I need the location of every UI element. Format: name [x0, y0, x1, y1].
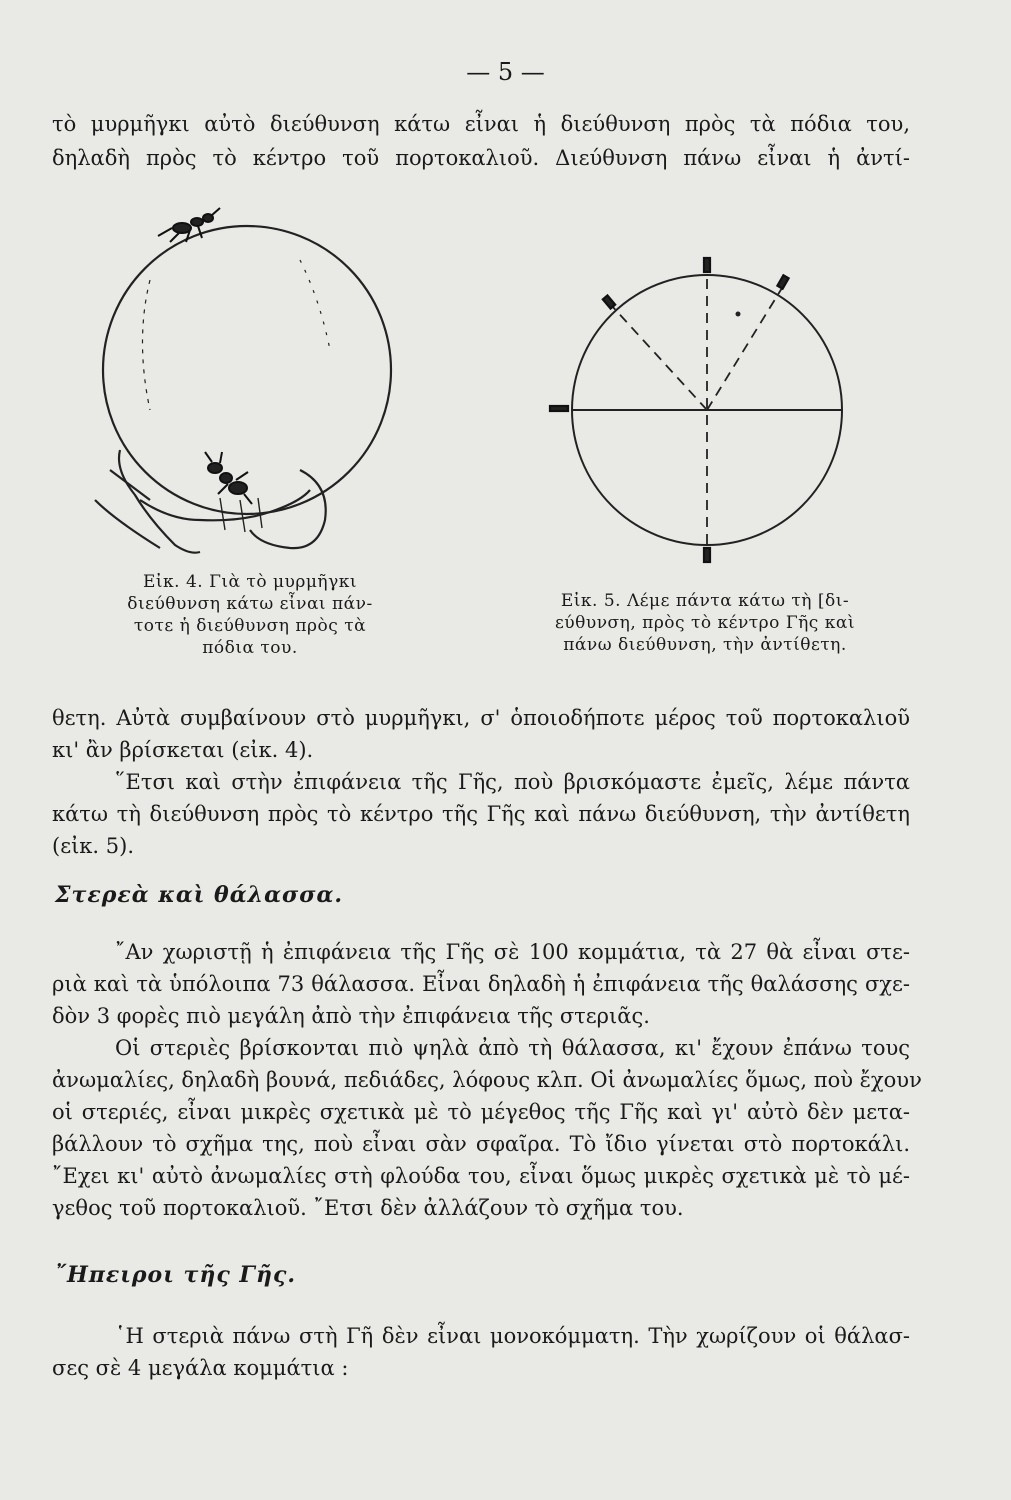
text-line: ῞Ετσι καὶ στὴν ἐπιφάνεια τῆς Γῆς, ποὺ βρισκόμαστε ἐμεῖς, λέμε πάντα — [115, 770, 910, 794]
text-line: δηλαδὴ πρὸς τὸ κέντρο τοῦ πορτοκαλιοῦ. Διεύθυνση πάνω εἶναι ἡ ἀντί- — [52, 146, 910, 170]
person-bottom-icon — [704, 548, 710, 562]
caption-line: τοτε ἡ διεύθυνση πρὸς τὰ — [133, 616, 367, 636]
text-line: ἀνωμαλίες, δηλαδὴ βουνά, πεδιάδες, λόφους κλπ. Οἱ ἀνωμαλίες ὅμως, ποὺ ἔχουν — [52, 1068, 922, 1092]
text-line: (εἰκ. 5). — [52, 834, 135, 858]
text-line: ριὰ καὶ τὰ ὑπόλοιπα 73 θάλασσα. Εἶναι δηλαδὴ ἡ ἐπιφάνεια τῆς θαλάσσης σχε- — [52, 972, 910, 996]
figure-5-caption — [525, 590, 885, 656]
caption-line: Εἰκ. 4. Γιὰ τὸ μυρμῆγκι — [142, 572, 358, 592]
caption-line: πάνω διεύθυνση, τὴν ἀντίθετη. — [563, 635, 847, 655]
person-side-icon — [550, 406, 568, 411]
text-line: κι' ἂν βρίσκεται (εἰκ. 4). — [52, 738, 314, 762]
text-line: οἱ στεριές, εἶναι μικρὲς σχετικὰ μὲ τὸ μέγεθος τῆς Γῆς καὶ γι' αὐτὸ δὲν μετα- — [52, 1100, 910, 1124]
person-left-icon — [603, 295, 615, 308]
text-line: δὸν 3 φορὲς πιὸ μεγάλη ἀπὸ τὴν ἐπιφάνεια τῆς στεριᾶς. — [52, 1004, 650, 1028]
text-line: κάτω τὴ διεύθυνση πρὸς τὸ κέντρο τῆς Γῆς καὶ πάνω διεύθυνση, τὴν ἀντίθετη — [52, 802, 910, 826]
section-heading-continents: ῎Ηπειροι τῆς Γῆς. — [55, 1262, 297, 1288]
text-line: τὸ μυρμῆγκι αὐτὸ διεύθυνση κάτω εἶναι ἡ διεύθυνση πρὸς τὰ πόδια του, — [52, 112, 910, 136]
section-heading-land-sea: Στερεὰ καὶ θάλασσα. — [55, 882, 344, 908]
caption-line: εύθυνση, πρὸς τὸ κέντρο Γῆς καὶ — [555, 613, 855, 633]
caption-line: διεύθυνση κάτω εἶναι πάν- — [127, 594, 373, 614]
text-line: ῎Αν χωριστῇ ἡ ἐπιφάνεια τῆς Γῆς σὲ 100 κομμάτια, τὰ 27 θὰ εἶναι στε- — [115, 940, 910, 964]
caption-line: Εἰκ. 5. Λέμε πάντα κάτω τὴ [δι- — [560, 591, 850, 611]
text-line: θετη. Αὐτὰ συμβαίνουν στὸ μυρμῆγκι, σ' ὁποιοδήποτε μέρος τοῦ πορτοκαλιοῦ — [52, 706, 910, 730]
text-line: Οἱ στεριὲς βρίσκονται πιὸ ψηλὰ ἀπὸ τὴ θάλασσα, κι' ἔχουν ἐπάνω τους — [115, 1036, 910, 1060]
text-line: βάλλουν τὸ σχῆμα της, ποὺ εἶναι σὰν σφαῖρα. Τὸ ἴδιο γίνεται στὸ πορτοκάλι. — [52, 1132, 910, 1156]
text-line: ῾Η στεριὰ πάνω στὴ Γῆ δὲν εἶναι μονοκόμματη. Τὴν χωρίζουν οἱ θάλασ- — [115, 1324, 910, 1348]
person-top-icon — [704, 258, 710, 272]
text-line: γεθος τοῦ πορτοκαλιοῦ. ῎Ετσι δὲν ἀλλάζουν τὸ σχῆμα του. — [52, 1196, 684, 1220]
text-line: σες σὲ 4 μεγάλα κομμάτια : — [52, 1356, 349, 1380]
text-line: ῎Εχει κι' αὐτὸ ἀνωμαλίες στὴ φλούδα του, εἶναι ὅμως μικρὲς σχετικὰ μὲ τὸ μέ- — [52, 1164, 910, 1188]
page-number: — 5 — — [466, 58, 545, 86]
caption-line: πόδια του. — [202, 638, 298, 658]
person-right-icon — [777, 275, 788, 288]
